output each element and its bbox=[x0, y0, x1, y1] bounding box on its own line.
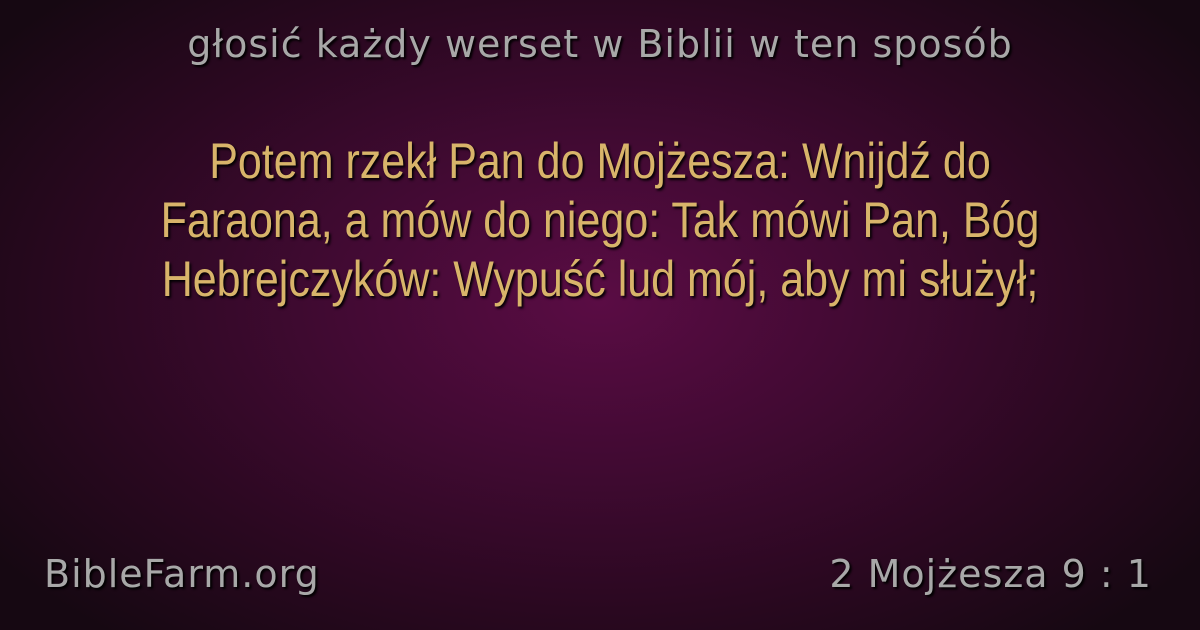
tagline: głosić każdy werset w Biblii w ten sposób bbox=[187, 22, 1013, 66]
site-name: BibleFarm.org bbox=[44, 552, 320, 596]
verse-text: Potem rzekł Pan do Mojżesza: Wnijdź do Faraona, a mów do niego: Tak mówi Pan, Bóg Hebrejczyków: Wypuść lud mój, aby mi służył; bbox=[160, 133, 1040, 307]
verse-reference: 2 Mojżesza 9 : 1 bbox=[829, 552, 1152, 596]
